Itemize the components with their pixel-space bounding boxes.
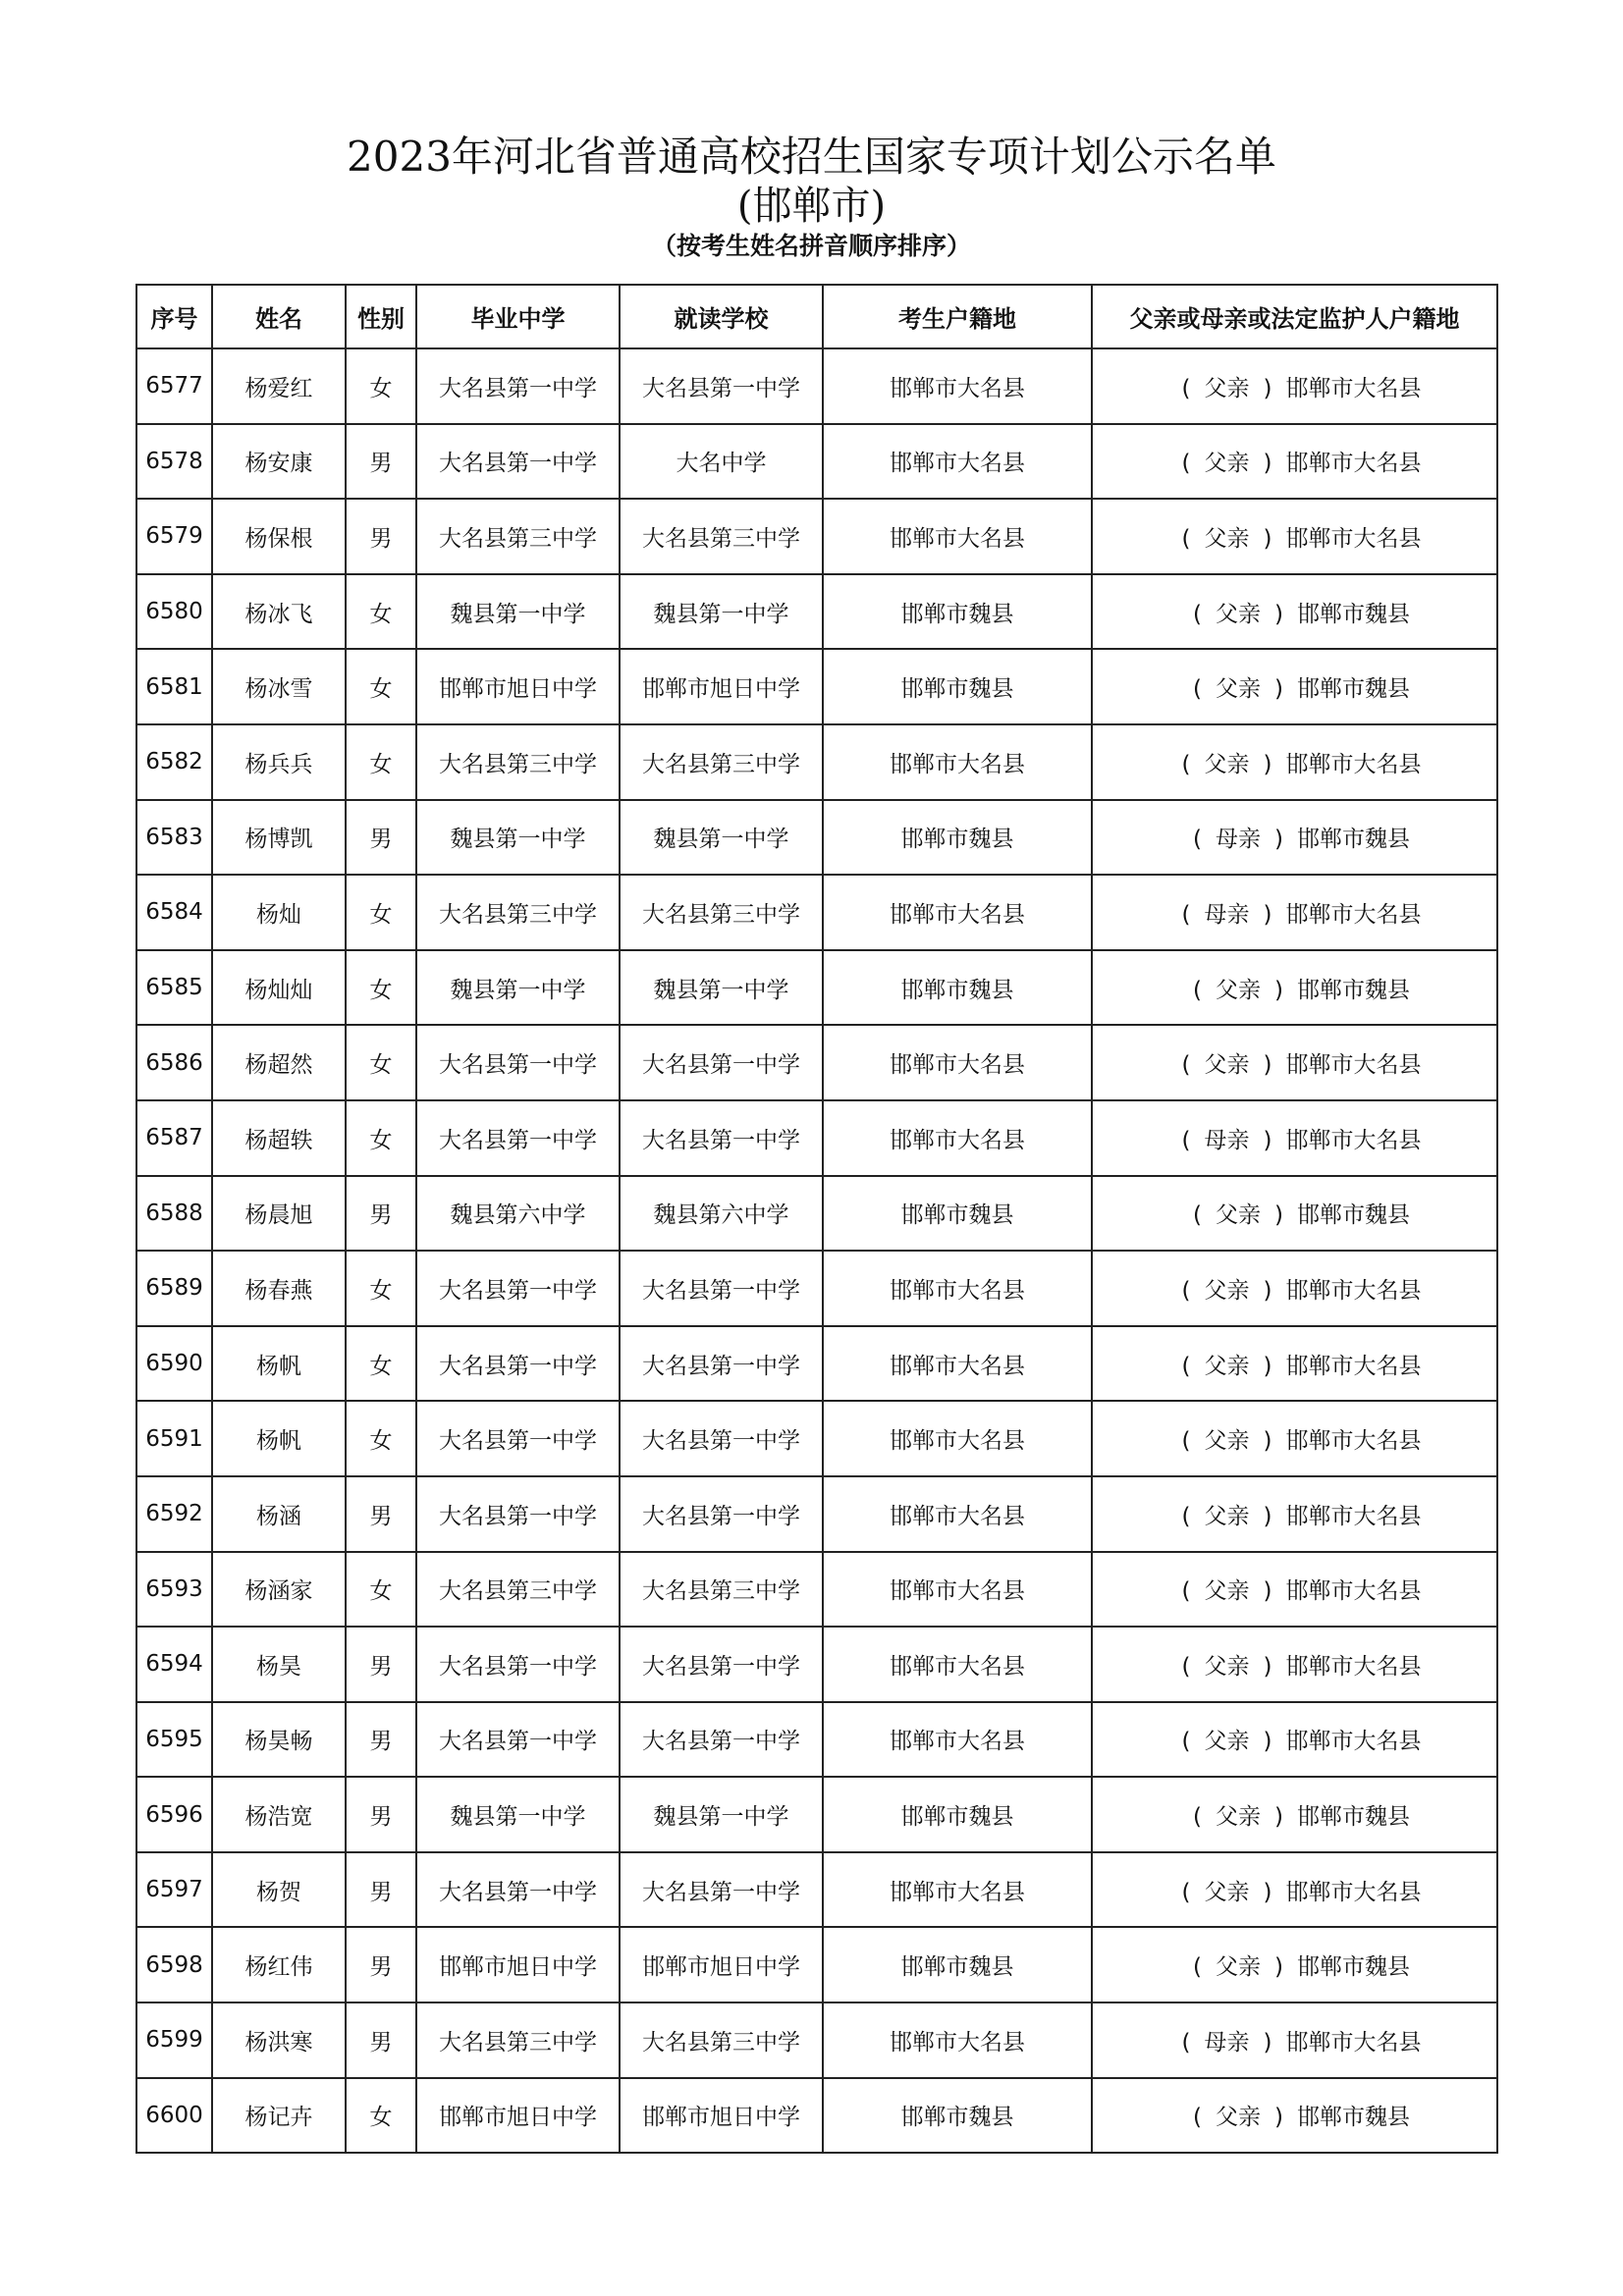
guardian-entry: ( 父亲 ) 邯郸市魏县 <box>1193 977 1410 1003</box>
guardian-location: 邯郸市魏县 <box>1296 1954 1410 1981</box>
guardian-relation: 父亲 <box>1216 601 1261 627</box>
guardian-relation: 父亲 <box>1216 676 1261 703</box>
cell-hukou: 邯郸市魏县 <box>823 649 1092 724</box>
cell-hukou: 邯郸市大名县 <box>823 1627 1092 1702</box>
table-row <box>136 800 1497 876</box>
cell-hukou: 邯郸市魏县 <box>823 1927 1092 2002</box>
cell-name: 杨安康 <box>212 424 346 500</box>
cell-grad-school: 大名县第一中学 <box>416 1401 620 1476</box>
guardian-location: 邯郸市大名县 <box>1285 1653 1422 1680</box>
guardian-entry: ( 父亲 ) 邯郸市魏县 <box>1193 1202 1410 1229</box>
sort-note: （按考生姓名拼音顺序排序） <box>651 232 971 260</box>
guardian-relation: 父亲 <box>1204 1729 1250 1755</box>
cell-hukou: 邯郸市魏县 <box>823 1777 1092 1852</box>
cell-gender: 女 <box>346 1025 416 1100</box>
table-row <box>136 1476 1497 1552</box>
guardian-location: 邯郸市魏县 <box>1296 601 1410 627</box>
guardian-relation: 父亲 <box>1204 1503 1250 1529</box>
guardian-entry: ( 父亲 ) 邯郸市大名县 <box>1181 375 1422 401</box>
cell-grad-school: 大名县第三中学 <box>416 724 620 800</box>
guardian-relation: 父亲 <box>1204 1277 1250 1304</box>
cell-guardian-hukou <box>1092 1401 1497 1476</box>
table-row <box>136 1176 1497 1252</box>
cell-name: 杨涵 <box>212 1476 346 1552</box>
guardian-entry: ( 父亲 ) 邯郸市大名县 <box>1181 1503 1422 1529</box>
cell-current-school: 邯郸市旭日中学 <box>620 2078 823 2154</box>
cell-guardian-hukou <box>1092 950 1497 1026</box>
cell-name: 杨帆 <box>212 1326 346 1402</box>
table-row <box>136 574 1497 650</box>
cell-guardian-hukou <box>1092 2002 1497 2078</box>
guardian-entry: ( 母亲 ) 邯郸市大名县 <box>1181 1127 1422 1153</box>
cell-seq: 6579 <box>136 499 212 574</box>
cell-current-school: 魏县第一中学 <box>620 574 823 650</box>
guardian-relation: 父亲 <box>1204 1052 1250 1079</box>
table-row <box>136 2002 1497 2078</box>
guardian-entry: ( 父亲 ) 邯郸市大名县 <box>1181 1353 1422 1379</box>
cell-grad-school: 大名县第一中学 <box>416 1852 620 1928</box>
cell-hukou: 邯郸市大名县 <box>823 875 1092 950</box>
header-grad-school: 毕业中学 <box>416 285 620 348</box>
guardian-entry: ( 父亲 ) 邯郸市大名县 <box>1181 525 1422 552</box>
cell-gender: 男 <box>346 800 416 876</box>
cell-current-school: 大名县第一中学 <box>620 1476 823 1552</box>
cell-guardian-hukou <box>1092 348 1497 424</box>
cell-current-school: 大名县第三中学 <box>620 2002 823 2078</box>
cell-grad-school: 魏县第一中学 <box>416 1777 620 1852</box>
guardian-relation: 父亲 <box>1204 1578 1250 1605</box>
header-name: 姓名 <box>212 285 346 348</box>
guardian-relation: 母亲 <box>1204 2029 1250 2056</box>
cell-grad-school: 邯郸市旭日中学 <box>416 2078 620 2154</box>
cell-seq: 6600 <box>136 2078 212 2154</box>
guardian-location: 邯郸市大名县 <box>1285 1578 1422 1605</box>
cell-grad-school: 大名县第一中学 <box>416 1025 620 1100</box>
cell-seq: 6587 <box>136 1100 212 1176</box>
cell-hukou: 邯郸市大名县 <box>823 348 1092 424</box>
cell-name: 杨春燕 <box>212 1251 346 1326</box>
cell-grad-school: 魏县第一中学 <box>416 574 620 650</box>
cell-guardian-hukou <box>1092 1476 1497 1552</box>
cell-current-school: 大名县第一中学 <box>620 1251 823 1326</box>
cell-grad-school: 大名县第一中学 <box>416 1100 620 1176</box>
cell-guardian-hukou <box>1092 1852 1497 1928</box>
guardian-entry: ( 父亲 ) 邯郸市魏县 <box>1193 2105 1410 2131</box>
table-row <box>136 1777 1497 1852</box>
cell-gender: 男 <box>346 1627 416 1702</box>
cell-hukou: 邯郸市大名县 <box>823 1401 1092 1476</box>
cell-current-school: 魏县第一中学 <box>620 800 823 876</box>
guardian-entry: ( 父亲 ) 邯郸市大名县 <box>1181 751 1422 777</box>
table-row <box>136 1025 1497 1100</box>
cell-hukou: 邯郸市大名县 <box>823 1552 1092 1628</box>
cell-guardian-hukou <box>1092 1025 1497 1100</box>
guardian-entry: ( 父亲 ) 邯郸市大名县 <box>1181 1277 1422 1304</box>
cell-seq: 6586 <box>136 1025 212 1100</box>
cell-guardian-hukou <box>1092 2078 1497 2154</box>
cell-current-school: 大名县第三中学 <box>620 875 823 950</box>
guardian-entry: ( 父亲 ) 邯郸市大名县 <box>1181 1052 1422 1079</box>
roster-table <box>135 284 1498 2154</box>
cell-current-school: 大名县第三中学 <box>620 499 823 574</box>
cell-guardian-hukou <box>1092 875 1497 950</box>
cell-grad-school: 邯郸市旭日中学 <box>416 649 620 724</box>
guardian-entry: ( 父亲 ) 邯郸市魏县 <box>1193 601 1410 627</box>
cell-name: 杨超轶 <box>212 1100 346 1176</box>
cell-guardian-hukou <box>1092 1326 1497 1402</box>
guardian-location: 邯郸市大名县 <box>1285 901 1422 928</box>
cell-seq: 6596 <box>136 1777 212 1852</box>
cell-gender: 女 <box>346 1552 416 1628</box>
table-row <box>136 724 1497 800</box>
cell-grad-school: 大名县第三中学 <box>416 2002 620 2078</box>
cell-gender: 男 <box>346 424 416 500</box>
table-row <box>136 1927 1497 2002</box>
cell-current-school: 大名中学 <box>620 424 823 500</box>
cell-hukou: 邯郸市大名县 <box>823 1852 1092 1928</box>
cell-gender: 男 <box>346 1777 416 1852</box>
guardian-relation: 父亲 <box>1204 375 1250 401</box>
cell-guardian-hukou <box>1092 1251 1497 1326</box>
guardian-location: 邯郸市魏县 <box>1296 1804 1410 1831</box>
guardian-relation: 母亲 <box>1204 1127 1250 1153</box>
guardian-relation: 父亲 <box>1216 1954 1261 1981</box>
cell-guardian-hukou <box>1092 1702 1497 1778</box>
cell-name: 杨昊 <box>212 1627 346 1702</box>
guardian-location: 邯郸市大名县 <box>1285 375 1422 401</box>
cell-current-school: 大名县第一中学 <box>620 1401 823 1476</box>
cell-current-school: 魏县第六中学 <box>620 1176 823 1252</box>
cell-grad-school: 大名县第一中学 <box>416 1326 620 1402</box>
cell-gender: 男 <box>346 1176 416 1252</box>
guardian-relation: 父亲 <box>1204 525 1250 552</box>
cell-name: 杨超然 <box>212 1025 346 1100</box>
table-row <box>136 1401 1497 1476</box>
cell-name: 杨灿灿 <box>212 950 346 1026</box>
cell-current-school: 大名县第一中学 <box>620 1100 823 1176</box>
guardian-location: 邯郸市大名县 <box>1285 525 1422 552</box>
cell-current-school: 大名县第一中学 <box>620 1025 823 1100</box>
cell-seq: 6589 <box>136 1251 212 1326</box>
guardian-location: 邯郸市魏县 <box>1296 676 1410 703</box>
cell-hukou: 邯郸市大名县 <box>823 499 1092 574</box>
cell-guardian-hukou <box>1092 1927 1497 2002</box>
cell-gender: 女 <box>346 2078 416 2154</box>
guardian-entry: ( 父亲 ) 邯郸市大名县 <box>1181 1428 1422 1455</box>
cell-grad-school: 魏县第一中学 <box>416 950 620 1026</box>
cell-gender: 女 <box>346 1401 416 1476</box>
header-current-school: 就读学校 <box>620 285 823 348</box>
cell-seq: 6599 <box>136 2002 212 2078</box>
table-row <box>136 1326 1497 1402</box>
cell-name: 杨兵兵 <box>212 724 346 800</box>
cell-guardian-hukou <box>1092 574 1497 650</box>
guardian-relation: 父亲 <box>1204 1353 1250 1379</box>
cell-grad-school: 大名县第三中学 <box>416 875 620 950</box>
cell-current-school: 邯郸市旭日中学 <box>620 649 823 724</box>
cell-seq: 6585 <box>136 950 212 1026</box>
cell-name: 杨冰飞 <box>212 574 346 650</box>
guardian-relation: 父亲 <box>1216 977 1261 1003</box>
cell-name: 杨贺 <box>212 1852 346 1928</box>
cell-gender: 女 <box>346 875 416 950</box>
guardian-location: 邯郸市魏县 <box>1296 827 1410 853</box>
cell-seq: 6578 <box>136 424 212 500</box>
cell-seq: 6591 <box>136 1401 212 1476</box>
cell-name: 杨涵家 <box>212 1552 346 1628</box>
cell-current-school: 邯郸市旭日中学 <box>620 1927 823 2002</box>
cell-seq: 6583 <box>136 800 212 876</box>
cell-grad-school: 大名县第一中学 <box>416 1476 620 1552</box>
cell-grad-school: 大名县第一中学 <box>416 348 620 424</box>
cell-current-school: 大名县第一中学 <box>620 1702 823 1778</box>
guardian-relation: 父亲 <box>1204 751 1250 777</box>
guardian-relation: 父亲 <box>1204 1428 1250 1455</box>
cell-guardian-hukou <box>1092 800 1497 876</box>
header-gender: 性别 <box>346 285 416 348</box>
cell-guardian-hukou <box>1092 1777 1497 1852</box>
cell-hukou: 邯郸市魏县 <box>823 950 1092 1026</box>
cell-gender: 男 <box>346 1852 416 1928</box>
cell-name: 杨昊畅 <box>212 1702 346 1778</box>
table-row <box>136 348 1497 424</box>
guardian-location: 邯郸市大名县 <box>1285 751 1422 777</box>
cell-guardian-hukou <box>1092 1100 1497 1176</box>
cell-hukou: 邯郸市大名县 <box>823 1326 1092 1402</box>
cell-grad-school: 大名县第一中学 <box>416 1702 620 1778</box>
cell-hukou: 邯郸市大名县 <box>823 724 1092 800</box>
cell-grad-school: 大名县第一中学 <box>416 1627 620 1702</box>
cell-hukou: 邯郸市大名县 <box>823 1025 1092 1100</box>
guardian-relation: 父亲 <box>1204 1879 1250 1905</box>
header-row <box>136 285 1497 348</box>
guardian-entry: ( 母亲 ) 邯郸市魏县 <box>1193 827 1410 853</box>
cell-hukou: 邯郸市魏县 <box>823 800 1092 876</box>
cell-hukou: 邯郸市魏县 <box>823 574 1092 650</box>
cell-name: 杨爱红 <box>212 348 346 424</box>
cell-current-school: 大名县第一中学 <box>620 1326 823 1402</box>
guardian-relation: 父亲 <box>1216 1804 1261 1831</box>
cell-current-school: 大名县第一中学 <box>620 348 823 424</box>
document-subtitle: (邯郸市) <box>736 184 887 229</box>
table-row <box>136 1702 1497 1778</box>
cell-current-school: 大名县第三中学 <box>620 1552 823 1628</box>
cell-gender: 男 <box>346 1476 416 1552</box>
document-title: 2023年河北省普通高校招生国家专项计划公示名单 <box>347 133 1276 181</box>
guardian-entry: ( 父亲 ) 邯郸市大名县 <box>1181 1879 1422 1905</box>
table-row <box>136 1627 1497 1702</box>
cell-current-school: 魏县第一中学 <box>620 950 823 1026</box>
cell-name: 杨晨旭 <box>212 1176 346 1252</box>
cell-seq: 6593 <box>136 1552 212 1628</box>
cell-seq: 6597 <box>136 1852 212 1928</box>
table-row <box>136 1552 1497 1628</box>
guardian-location: 邯郸市大名县 <box>1285 1729 1422 1755</box>
cell-guardian-hukou <box>1092 424 1497 500</box>
cell-gender: 女 <box>346 348 416 424</box>
cell-hukou: 邯郸市大名县 <box>823 1476 1092 1552</box>
guardian-entry: ( 父亲 ) 邯郸市大名县 <box>1181 451 1422 477</box>
cell-name: 杨保根 <box>212 499 346 574</box>
cell-guardian-hukou <box>1092 499 1497 574</box>
guardian-location: 邯郸市大名县 <box>1285 1503 1422 1529</box>
table-row <box>136 2078 1497 2154</box>
cell-seq: 6595 <box>136 1702 212 1778</box>
cell-name: 杨红伟 <box>212 1927 346 2002</box>
guardian-location: 邯郸市大名县 <box>1285 1277 1422 1304</box>
guardian-location: 邯郸市大名县 <box>1285 2029 1422 2056</box>
cell-gender: 女 <box>346 1100 416 1176</box>
guardian-relation: 父亲 <box>1216 1202 1261 1229</box>
table-row <box>136 950 1497 1026</box>
cell-seq: 6588 <box>136 1176 212 1252</box>
cell-hukou: 邯郸市魏县 <box>823 2078 1092 2154</box>
cell-grad-school: 大名县第三中学 <box>416 499 620 574</box>
table-row <box>136 649 1497 724</box>
guardian-location: 邯郸市大名县 <box>1285 1879 1422 1905</box>
header-hukou: 考生户籍地 <box>823 285 1092 348</box>
cell-guardian-hukou <box>1092 1552 1497 1628</box>
cell-seq: 6598 <box>136 1927 212 2002</box>
cell-grad-school: 魏县第六中学 <box>416 1176 620 1252</box>
cell-seq: 6582 <box>136 724 212 800</box>
guardian-location: 邯郸市魏县 <box>1296 977 1410 1003</box>
cell-grad-school: 大名县第三中学 <box>416 1552 620 1628</box>
cell-seq: 6580 <box>136 574 212 650</box>
table-row <box>136 1100 1497 1176</box>
cell-gender: 男 <box>346 1702 416 1778</box>
roster-body <box>136 348 1497 2153</box>
guardian-entry: ( 母亲 ) 邯郸市大名县 <box>1181 901 1422 928</box>
guardian-entry: ( 父亲 ) 邯郸市大名县 <box>1181 1578 1422 1605</box>
cell-gender: 女 <box>346 1326 416 1402</box>
header-guardian-hukou: 父亲或母亲或法定监护人户籍地 <box>1092 285 1497 348</box>
cell-gender: 女 <box>346 724 416 800</box>
cell-name: 杨博凯 <box>212 800 346 876</box>
cell-guardian-hukou <box>1092 724 1497 800</box>
cell-grad-school: 大名县第一中学 <box>416 1251 620 1326</box>
cell-grad-school: 大名县第一中学 <box>416 424 620 500</box>
cell-current-school: 魏县第一中学 <box>620 1777 823 1852</box>
guardian-entry: ( 父亲 ) 邯郸市魏县 <box>1193 676 1410 703</box>
cell-name: 杨冰雪 <box>212 649 346 724</box>
cell-gender: 女 <box>346 950 416 1026</box>
guardian-location: 邯郸市大名县 <box>1285 451 1422 477</box>
guardian-entry: ( 父亲 ) 邯郸市大名县 <box>1181 1729 1422 1755</box>
cell-guardian-hukou <box>1092 649 1497 724</box>
cell-name: 杨帆 <box>212 1401 346 1476</box>
guardian-entry: ( 父亲 ) 邯郸市魏县 <box>1193 1954 1410 1981</box>
table-row <box>136 424 1497 500</box>
guardian-location: 邯郸市魏县 <box>1296 1202 1410 1229</box>
header-seq: 序号 <box>136 285 212 348</box>
cell-seq: 6590 <box>136 1326 212 1402</box>
cell-seq: 6577 <box>136 348 212 424</box>
cell-seq: 6584 <box>136 875 212 950</box>
table-row <box>136 875 1497 950</box>
guardian-relation: 母亲 <box>1204 901 1250 928</box>
cell-name: 杨记卉 <box>212 2078 346 2154</box>
guardian-relation: 父亲 <box>1204 451 1250 477</box>
cell-current-school: 大名县第一中学 <box>620 1627 823 1702</box>
guardian-relation: 父亲 <box>1216 2105 1261 2131</box>
guardian-entry: ( 父亲 ) 邯郸市魏县 <box>1193 1804 1410 1831</box>
guardian-location: 邯郸市魏县 <box>1296 2105 1410 2131</box>
guardian-entry: ( 父亲 ) 邯郸市大名县 <box>1181 1653 1422 1680</box>
guardian-location: 邯郸市大名县 <box>1285 1052 1422 1079</box>
guardian-relation: 父亲 <box>1204 1653 1250 1680</box>
cell-gender: 男 <box>346 2002 416 2078</box>
cell-hukou: 邯郸市大名县 <box>823 1702 1092 1778</box>
cell-current-school: 大名县第一中学 <box>620 1852 823 1928</box>
guardian-entry: ( 母亲 ) 邯郸市大名县 <box>1181 2029 1422 2056</box>
guardian-location: 邯郸市大名县 <box>1285 1353 1422 1379</box>
cell-name: 杨洪寒 <box>212 2002 346 2078</box>
cell-gender: 女 <box>346 649 416 724</box>
cell-hukou: 邯郸市大名县 <box>823 424 1092 500</box>
guardian-relation: 母亲 <box>1216 827 1261 853</box>
cell-gender: 男 <box>346 499 416 574</box>
cell-hukou: 邯郸市大名县 <box>823 1251 1092 1326</box>
cell-seq: 6581 <box>136 649 212 724</box>
cell-seq: 6592 <box>136 1476 212 1552</box>
cell-hukou: 邯郸市大名县 <box>823 2002 1092 2078</box>
cell-name: 杨灿 <box>212 875 346 950</box>
cell-guardian-hukou <box>1092 1176 1497 1252</box>
cell-current-school: 大名县第三中学 <box>620 724 823 800</box>
table-row <box>136 1852 1497 1928</box>
table-row <box>136 1251 1497 1326</box>
cell-hukou: 邯郸市大名县 <box>823 1100 1092 1176</box>
cell-hukou: 邯郸市魏县 <box>823 1176 1092 1252</box>
cell-grad-school: 魏县第一中学 <box>416 800 620 876</box>
cell-gender: 女 <box>346 574 416 650</box>
guardian-location: 邯郸市大名县 <box>1285 1428 1422 1455</box>
cell-gender: 女 <box>346 1251 416 1326</box>
table-row <box>136 499 1497 574</box>
guardian-location: 邯郸市大名县 <box>1285 1127 1422 1153</box>
cell-seq: 6594 <box>136 1627 212 1702</box>
cell-grad-school: 邯郸市旭日中学 <box>416 1927 620 2002</box>
cell-gender: 男 <box>346 1927 416 2002</box>
cell-name: 杨浩宽 <box>212 1777 346 1852</box>
cell-guardian-hukou <box>1092 1627 1497 1702</box>
